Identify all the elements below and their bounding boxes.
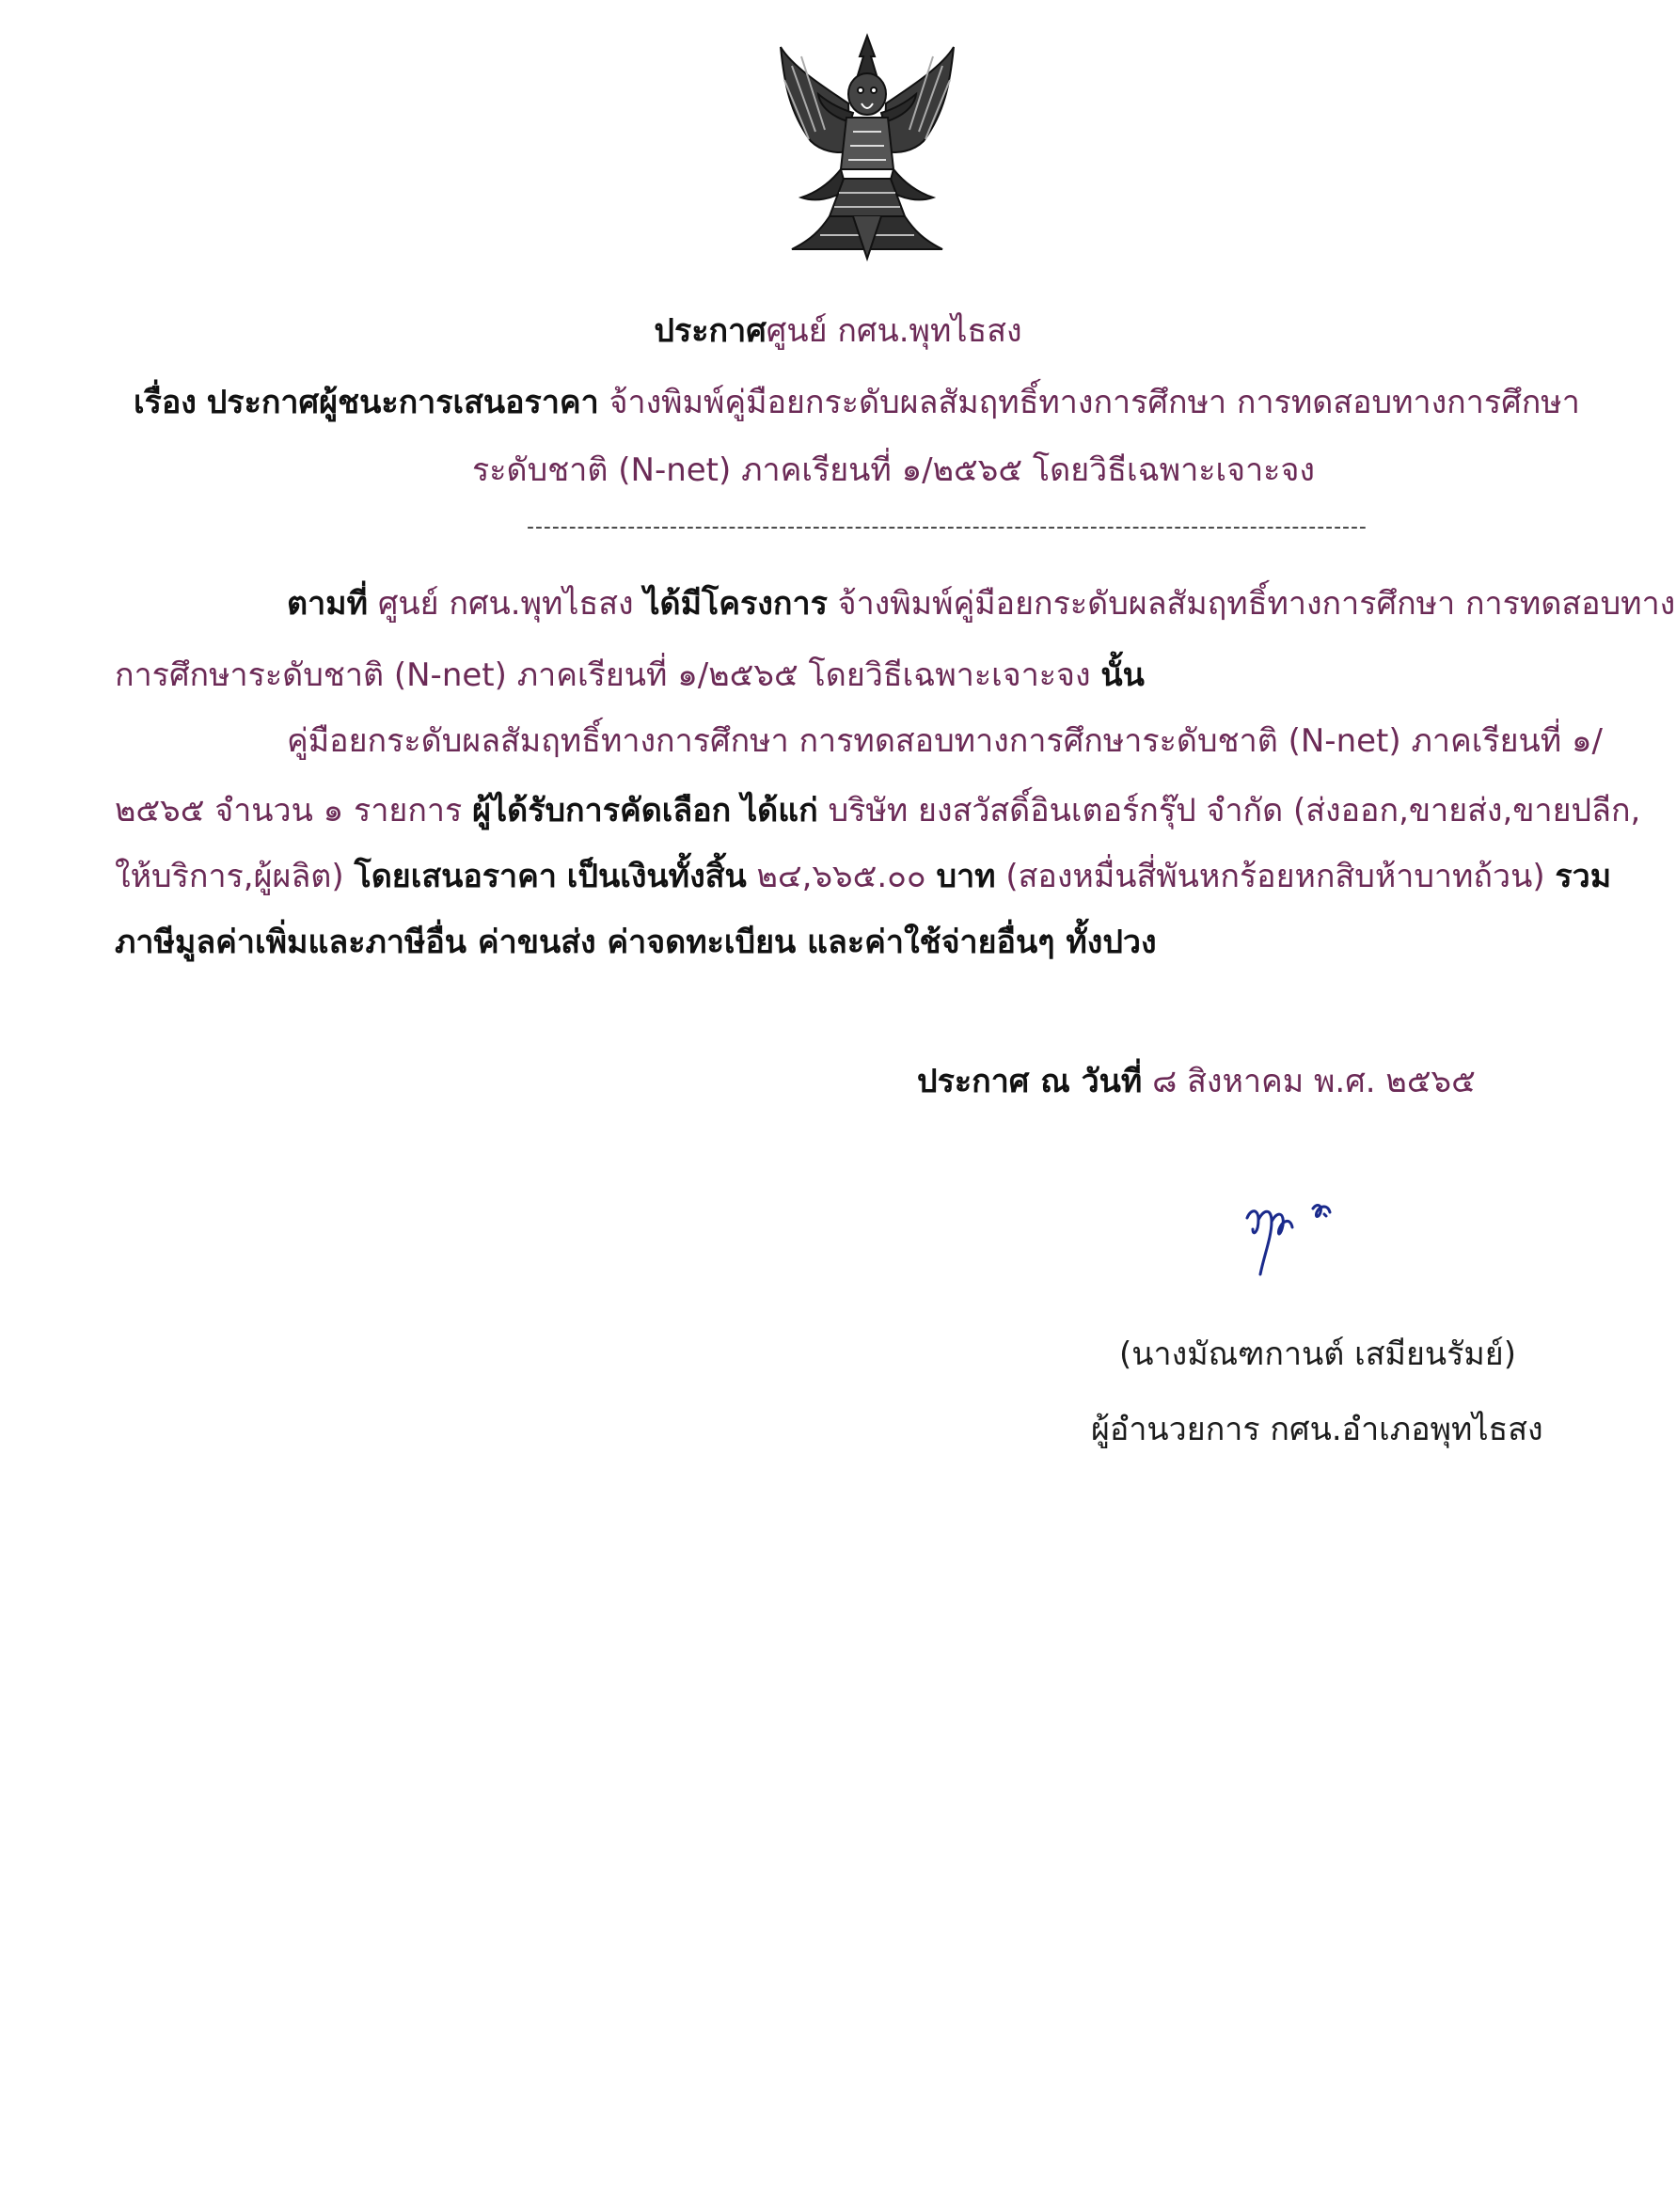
paragraph-2-line-4 <box>115 924 1157 962</box>
subject-label: เรื่อง <box>134 384 197 421</box>
paragraph-1-line-1 <box>287 585 1675 624</box>
garuda-emblem-icon <box>764 28 971 263</box>
paragraph-2-line-1 <box>287 722 1603 761</box>
p2-line3-text-2: (สองหมื่นสี่พันหกร้อยหกสิบห้าบาทถ้วน) <box>1005 858 1545 895</box>
p1-text-1: ศูนย์ กศน.พุทไธสง <box>377 585 634 623</box>
subject-bold: ประกาศผู้ชนะการเสนอราคา <box>206 384 599 421</box>
p2-line2-bold-1: ผู้ได้รับการคัดเลือก <box>472 792 732 830</box>
p2-line3-bold-3: บาท <box>936 858 996 895</box>
date-value: ๘ สิงหาคม พ.ศ. ๒๕๖๕ <box>1152 1063 1476 1100</box>
p1-text-2: จ้างพิมพ์คู่มือยกระดับผลสัมฤทธิ์ทางการศึกษา การทดสอบทาง <box>837 585 1676 623</box>
paragraph-1-line-2 <box>115 656 1145 695</box>
subject-text-continued: ระดับชาติ (N-net) ภาคเรียนที่ ๑/๒๕๖๕ โดยวิธีเฉพาะเจาะจง <box>472 451 1315 489</box>
p2-line2-bold-2: ได้แก่ <box>741 792 818 830</box>
title-prefix: ประกาศ <box>654 312 767 350</box>
p2-line3-text-1: ให้บริการ,ผู้ผลิต) <box>115 858 344 895</box>
p1-line2-bold: นั้น <box>1100 656 1145 694</box>
p1-bold-1: ตามที่ <box>287 585 368 623</box>
signatory-position: ผู้อำนวยการ กศน.อำเภอพุทไธสง <box>1091 1411 1543 1448</box>
date-label: ประกาศ ณ วันที่ <box>917 1063 1143 1100</box>
signatory-name: (นางมัณฑกานต์ เสมียนรัมย์) <box>1119 1335 1516 1373</box>
p2-line1-text: คู่มือยกระดับผลสัมฤทธิ์ทางการศึกษา การทดสอบทางการศึกษาระดับชาติ (N-net) ภาคเรียนที่ ๑/ <box>287 722 1603 760</box>
p2-line3-bold-1: โดยเสนอราคา <box>354 858 557 895</box>
paragraph-2-line-2 <box>115 792 1640 830</box>
announcement-date <box>917 1063 1476 1101</box>
p2-line3-bold-4: รวม <box>1555 858 1612 895</box>
handwritten-signature <box>1240 1180 1352 1293</box>
p1-line2-text: การศึกษาระดับชาติ (N-net) ภาคเรียนที่ ๑/๒๕๖๕ โดยวิธีเฉพาะเจาะจง <box>115 656 1091 694</box>
subject-line-2 <box>0 451 1676 490</box>
p1-bold-2: ได้มีโครงการ <box>643 585 828 623</box>
p2-line3-bold-2: เป็นเงินทั้งสิ้น <box>566 858 747 895</box>
title-organization: ศูนย์ กศน.พุทไธสง <box>766 312 1022 350</box>
subject-text: จ้างพิมพ์คู่มือยกระดับผลสัมฤทธิ์ทางการศึกษา การทดสอบทางการศึกษา <box>609 384 1580 421</box>
p2-line2-text-2: บริษัท ยงสวัสดิ์อินเตอร์กรุ๊ป จำกัด (ส่งออก,ขายส่ง,ขายปลีก, <box>828 792 1641 830</box>
p2-line3-amount: ๒๔,๖๖๕.๐๐ <box>756 858 926 895</box>
announcement-title <box>0 312 1676 351</box>
paragraph-2-line-3 <box>115 858 1611 896</box>
divider: ---------------------------------------------------------------------------------------------------- <box>527 515 1368 539</box>
p2-line2-text-1: ๒๕๖๕ จำนวน ๑ รายการ <box>115 792 463 830</box>
p2-line4-text: ภาษีมูลค่าเพิ่มและภาษีอื่น ค่าขนส่ง ค่าจดทะเบียน และค่าใช้จ่ายอื่นๆ ทั้งปวง <box>115 924 1157 961</box>
subject-line-1 <box>134 384 1580 422</box>
